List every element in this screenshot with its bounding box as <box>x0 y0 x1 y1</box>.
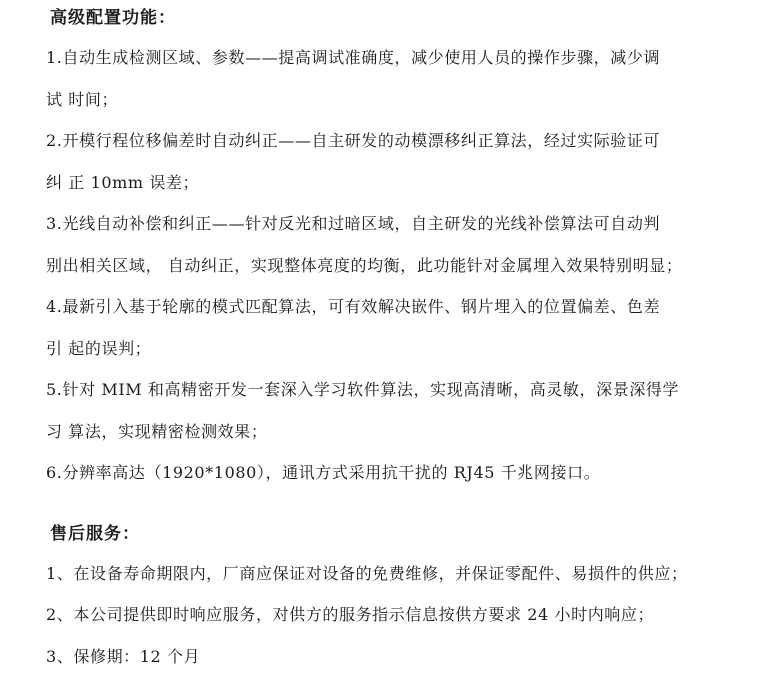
feature-1-line-2: 试 时间； <box>46 90 119 109</box>
features-heading: 高级配置功能： <box>50 8 176 28</box>
feature-5-line-2: 习 算法，实现精密检测效果； <box>46 422 268 441</box>
feature-5-line-1: 5.针对 MIM 和高精密开发一套深入学习软件算法，实现高清晰，高灵敏，深景深得学 <box>46 380 680 399</box>
service-heading: 售后服务： <box>50 524 140 544</box>
service-item-3: 3、保修期：12 个月 <box>46 647 201 666</box>
feature-4-line-2: 引 起的误判； <box>46 339 152 358</box>
feature-3-line-1: 3.光线自动补偿和纠正——针对反光和过暗区域，自主研发的光线补偿算法可自动判 <box>46 214 661 233</box>
feature-2-line-1: 2.开模行程位移偏差时自动纠正——自主研发的动模漂移纠正算法，经过实际验证可 <box>46 131 661 150</box>
service-item-1: 1、在设备寿命期限内，厂商应保证对设备的免费维修，并保证零配件、易损件的供应； <box>46 564 688 583</box>
feature-2-line-2: 纠 正 10mm 误差； <box>46 173 200 192</box>
service-item-2: 2、本公司提供即时响应服务，对供方的服务指示信息按供方要求 24 小时内响应； <box>46 605 655 624</box>
feature-6-line-1: 6.分辨率高达（1920*1080），通讯方式采用抗干扰的 RJ45 千兆网接口。 <box>46 463 601 482</box>
feature-1-line-1: 1.自动生成检测区域、参数——提高调试准确度，减少使用人员的操作步骤，减少调 <box>46 48 661 67</box>
feature-3-line-2: 别出相关区域， 自动纠正，实现整体亮度的均衡，此功能针对金属埋入效果特别明显； <box>46 256 683 275</box>
feature-4-line-1: 4.最新引入基于轮廓的模式匹配算法，可有效解决嵌件、钢片埋入的位置偏差、色差 <box>46 297 661 316</box>
